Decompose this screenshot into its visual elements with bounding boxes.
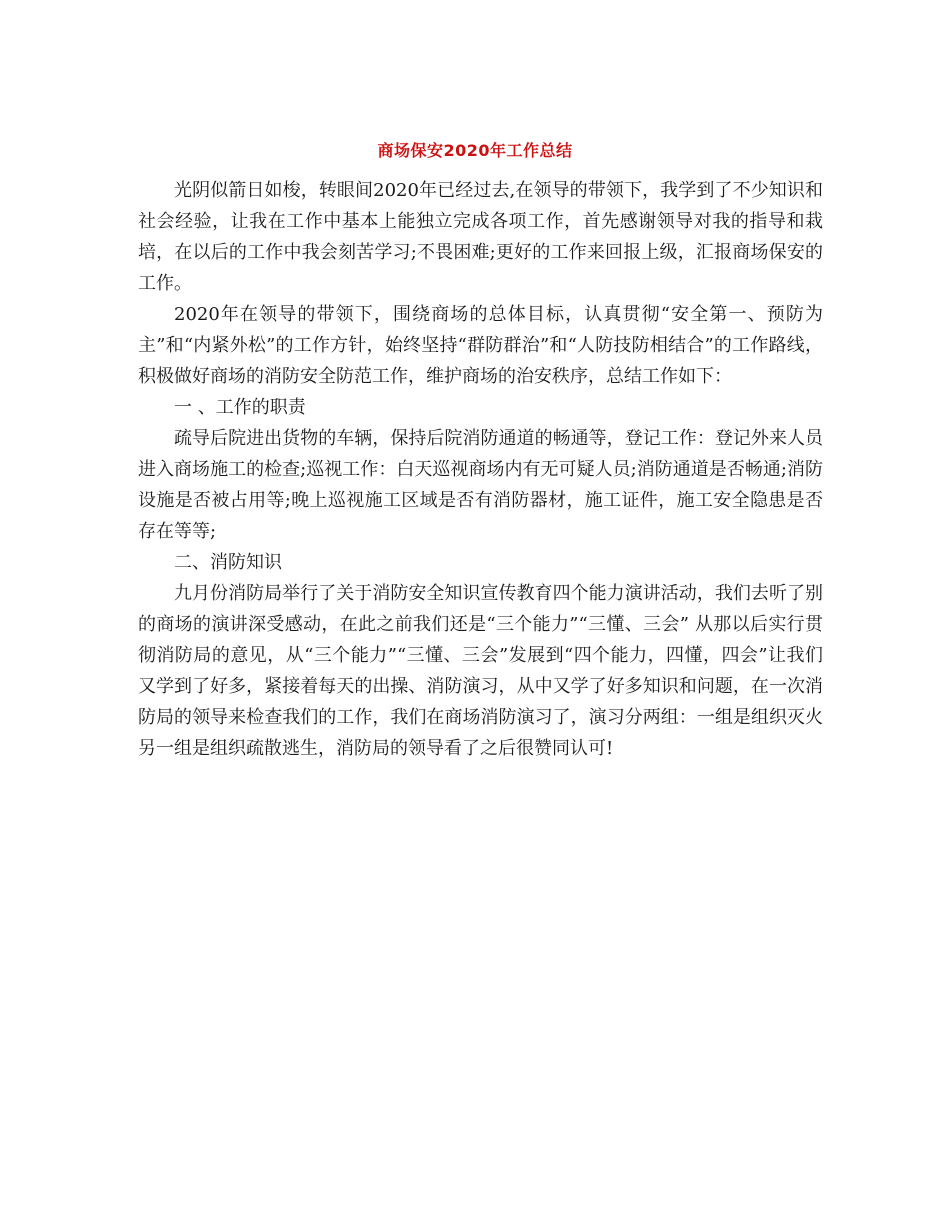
section-heading-duties: 一 、工作的职责 <box>174 397 306 418</box>
paragraph-overview: 2020年在领导的带领下，围绕商场的总体目标，认真贯彻“安全第一、预防为主”和“内紧外松”的工作方针，始终坚持“群防群治”和“人防技防相结合”的工作路线，积极做好商场的消防安全防范工作，维护商场的治安秩序，总结工作如下： <box>138 304 823 387</box>
document-body <box>138 175 823 764</box>
paragraph-fire-knowledge: 九月份消防局举行了关于消防安全知识宣传教育四个能力演讲活动，我们去听了别的商场的演讲深受感动，在此之前我们还是“三个能力”“三懂、三会” 从那以后实行贯彻消防局的意见，从“三个能力”“三懂、三会”发展到“四个能力，四懂，四会”让我们又学到了好多，紧接着每天的出操、消防演习，从中又学了好多知识和问题，在一次消防局的领导来检查我们的工作，我们在商场消防演习了，演习分两组：一组是组织灭火另一组是组织疏散逃生，消防局的领导看了之后很赞同认可! <box>138 583 823 759</box>
paragraph-intro: 光阴似箭日如梭，转眼间2020年已经过去,在领导的带领下，我学到了不少知识和社会经验，让我在工作中基本上能独立完成各项工作，首先感谢领导对我的指导和栽培，在以后的工作中我会刻苦学习;不畏困难;更好的工作来回报上级，汇报商场保安的工作。 <box>138 180 823 294</box>
document-title: 商场保安2020年工作总结 <box>377 141 573 160</box>
section-heading-fire-knowledge: 二、消防知识 <box>174 552 282 573</box>
paragraph-duties: 疏导后院进出货物的车辆，保持后院消防通道的畅通等，登记工作：登记外来人员进入商场施工的检查;巡视工作：白天巡视商场内有无可疑人员;消防通道是否畅通;消防设施是否被占用等;晚上巡视施工区域是否有消防器材，施工证件，施工安全隐患是否存在等等; <box>138 428 823 542</box>
